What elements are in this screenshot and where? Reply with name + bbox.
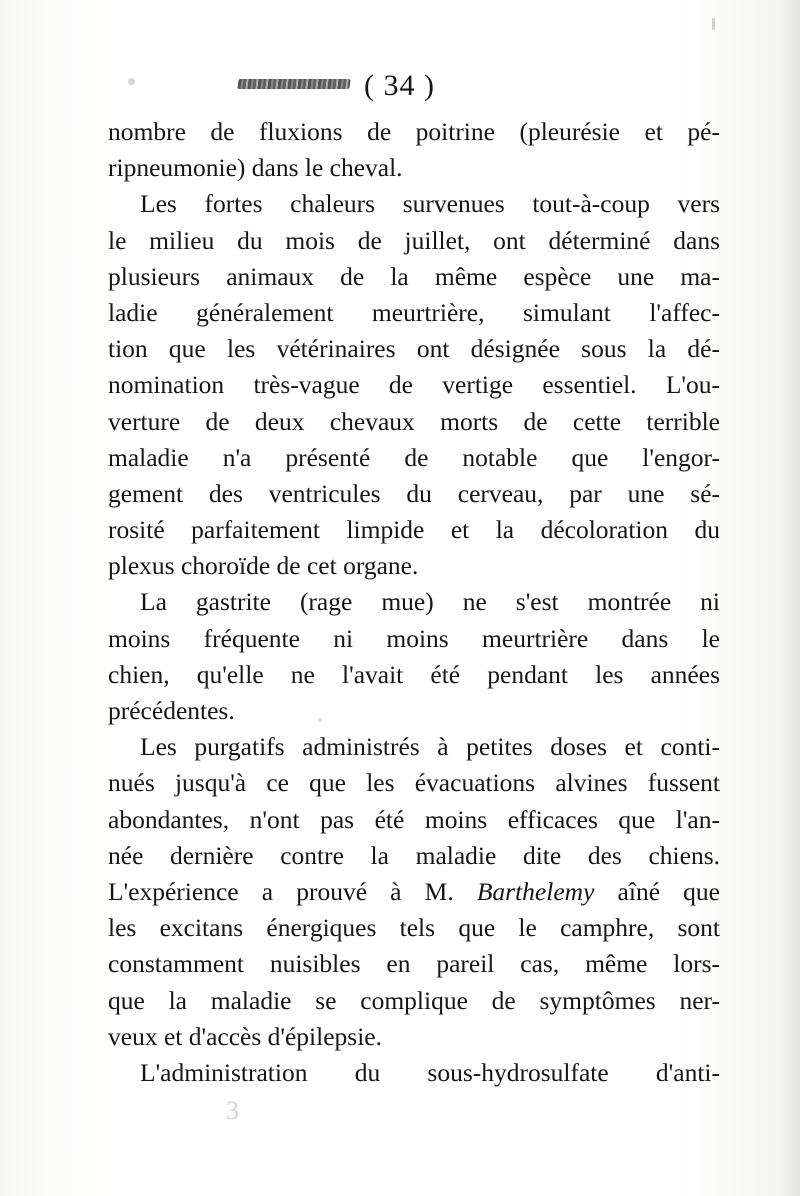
- page-number: ( 34 ): [364, 69, 435, 102]
- text-line: les excitans énergiques tels que le camphre, sont: [108, 913, 720, 943]
- text-line: rosité parfaitement limpide et la décoloration du: [108, 515, 720, 545]
- text-line: constamment nuisibles en pareil cas, même lors-: [108, 949, 720, 979]
- paper-speck: [128, 78, 135, 85]
- text-line: le milieu du mois de juillet, ont déterminé dans: [108, 225, 720, 255]
- text-line: nomination très-vague de vertige essentiel. L'ou-: [108, 370, 720, 400]
- signature-mark: 3: [226, 1096, 239, 1125]
- text-line: La gastrite (rage mue) ne s'est montrée ni: [140, 587, 720, 617]
- italic-proper-name: Barthelemy: [476, 876, 595, 906]
- text-line: moins fréquente ni moins meurtrière dans le: [108, 623, 720, 653]
- text-line: L'expérience a prouvé à M. Barthelemy aîné que: [108, 876, 720, 906]
- ink-smudge: [237, 79, 350, 89]
- text-line: gement des ventricules du cerveau, par une sé-: [108, 478, 720, 508]
- text-line: née dernière contre la maladie dite des chiens.: [108, 840, 720, 870]
- text-line: que la maladie se complique de symptômes ner-: [108, 985, 720, 1015]
- text-line: L'administration du sous-hydrosulfate d'anti-: [140, 1057, 720, 1087]
- page-header: [0, 66, 800, 106]
- text-line: ripneumonie) dans le cheval.: [108, 153, 403, 183]
- paper-speck: [712, 18, 715, 30]
- text-line: chien, qu'elle ne l'avait été pendant les années: [108, 659, 720, 689]
- text-line: verture de deux chevaux morts de cette terrible: [108, 406, 720, 436]
- text-line: maladie n'a présenté de notable que l'engor-: [108, 442, 720, 472]
- text-line: nués jusqu'à ce que les évacuations alvines fussent: [108, 768, 720, 798]
- text-line: ladie généralement meurtrière, simulant l'affec-: [108, 297, 720, 327]
- body-text: [108, 114, 720, 1091]
- page-edge-shadow: [778, 0, 800, 1196]
- text-line: plusieurs animaux de la même espèce une ma-: [108, 261, 720, 291]
- text-line: Les fortes chaleurs survenues tout-à-coup vers: [140, 189, 720, 219]
- text-line: précédentes.: [108, 696, 235, 725]
- text-line: abondantes, n'ont pas été moins efficaces que l'an-: [108, 804, 720, 834]
- text-line: Les purgatifs administrés à petites doses et conti-: [140, 732, 720, 762]
- text-line: nombre de fluxions de poitrine (pleurésie et pé-: [108, 117, 720, 146]
- text-line: veux et d'accès d'épilepsie.: [108, 1021, 382, 1051]
- text-line: tion que les vétérinaires ont désignée sous la dé-: [108, 334, 720, 364]
- paper-speck: [318, 718, 322, 722]
- text-line: plexus choroïde de cet organe.: [108, 551, 419, 581]
